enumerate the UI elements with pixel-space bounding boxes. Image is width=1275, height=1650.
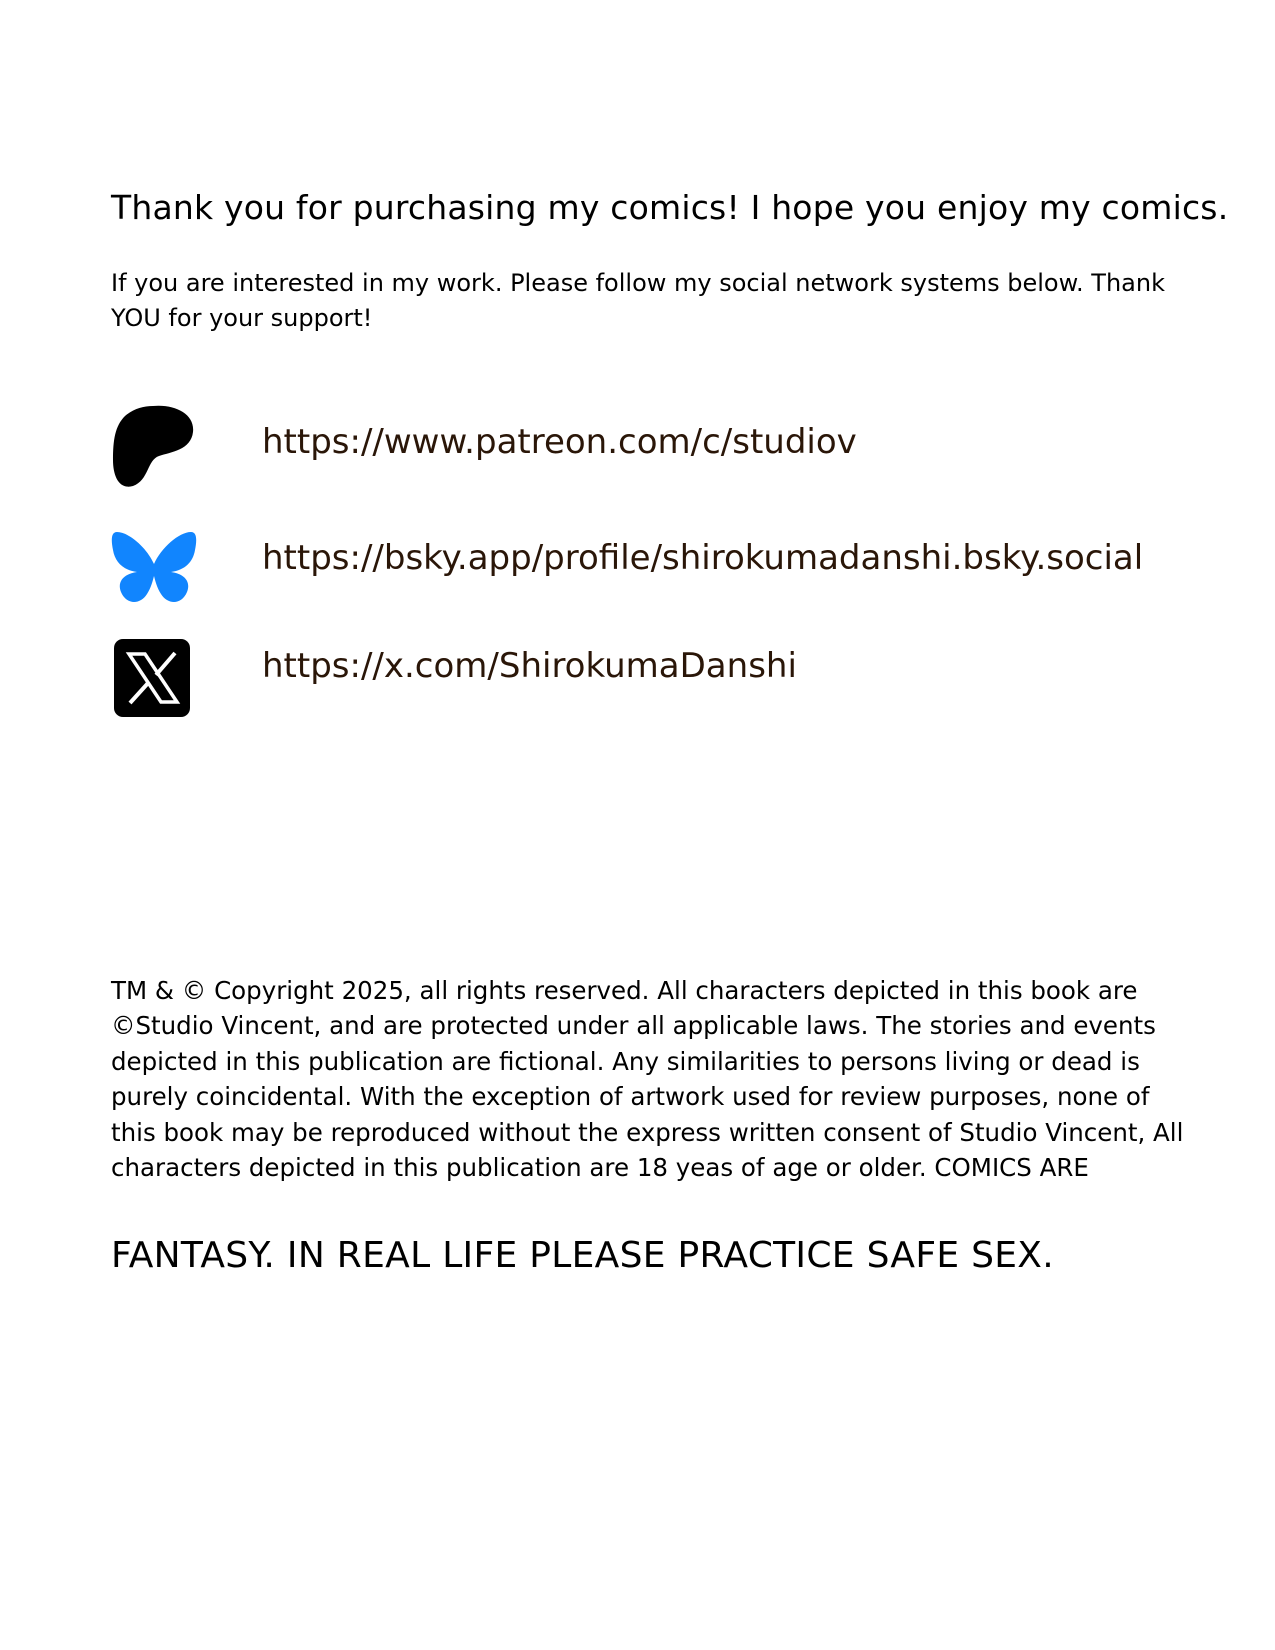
follow-paragraph: If you are interested in my work. Please follow my social network systems below. Thank YOU for your support! — [111, 269, 1165, 332]
patreon-link[interactable]: https://www.patreon.com/c/studiov — [262, 422, 857, 462]
bluesky-link[interactable]: https://bsky.app/profile/shirokumadanshi.bsky.social — [262, 538, 1144, 578]
bluesky-butterfly-icon — [111, 528, 197, 614]
copyright-line: depicted in this publication are fictional. Any similarities to persons living or dead is — [111, 1046, 1140, 1076]
copyright-line: ©Studio Vincent, and are protected under all applicable laws. The stories and events — [111, 1011, 1156, 1041]
thank-you-heading: Thank you for purchasing my comics! I hope you enjoy my comics. — [111, 188, 1229, 227]
copyright-line: this book may be reproduced without the express written consent of Studio Vincent, All — [111, 1117, 1184, 1147]
social-row-patreon — [111, 404, 1161, 494]
social-row-x — [111, 636, 1161, 726]
safe-sex-notice: FANTASY. IN REAL LIFE PLEASE PRACTICE SAFE SEX. — [111, 1235, 1055, 1276]
copyright-notice — [111, 973, 1191, 1185]
x-link[interactable]: https://x.com/ShirokumaDanshi — [262, 646, 797, 686]
x-logo-icon — [111, 636, 197, 722]
copyright-line: TM & © Copyright 2025, all rights reserved. All characters depicted in this book are — [111, 976, 1138, 1005]
copyright-line: purely coincidental. With the exception of artwork used for review purposes, none of — [111, 1082, 1150, 1112]
copyright-line: characters depicted in this publication are 18 yeas of age or older. COMICS ARE — [111, 1153, 1089, 1183]
social-row-bluesky — [111, 528, 1161, 618]
patreon-icon — [111, 404, 197, 490]
